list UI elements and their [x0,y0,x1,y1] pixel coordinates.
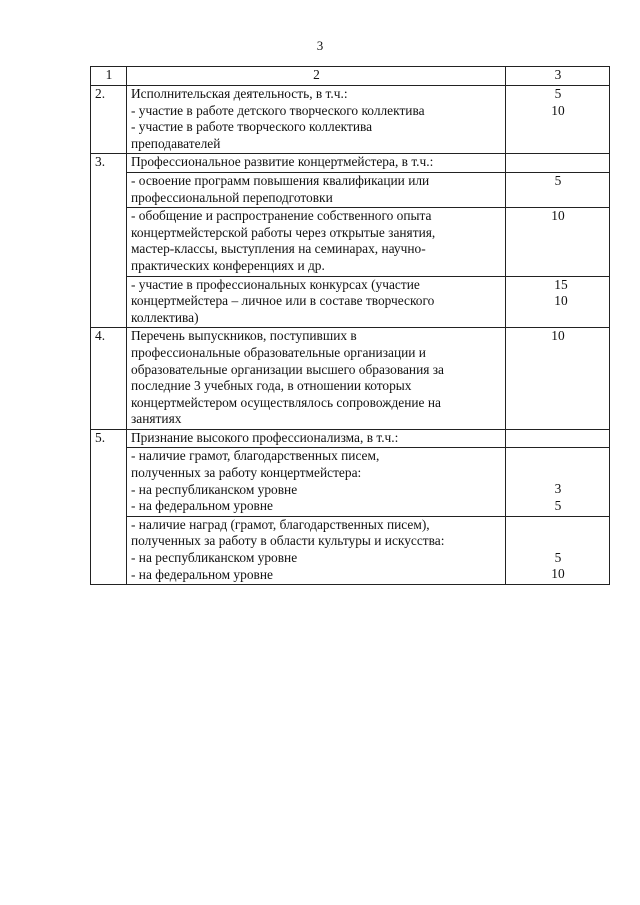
criterion-text [127,86,506,154]
text-line: занятиях [131,411,182,427]
text-line: - на республиканском уровне [131,550,298,566]
text-line: - наличие грамот, благодарственных писем, [131,448,380,464]
text-line: - обобщение и распространение собственного опыта [131,208,432,224]
text-line: концертмейстером осуществлялось сопровождение на [131,394,441,410]
text-line: - участие в работе творческого коллектива [131,119,373,135]
header-cell-1: 1 [91,67,127,86]
score-cell [506,328,610,430]
text-line: преподавателей [131,135,221,151]
score-value: 3 [554,481,562,497]
section-number: 2. [91,86,127,154]
score-value: 5 [554,172,562,188]
text-line: - наличие наград (грамот, благодарственных писем), [131,516,430,532]
text-line: - на республиканском уровне [131,481,298,497]
text-line: - участие в профессиональных конкурсах (участие [131,276,420,292]
text-line: Перечень выпускников, поступивших в [131,328,357,344]
text-line: профессиональной переподготовки [131,189,333,205]
score-cell [506,276,610,328]
criterion-text [127,172,506,207]
header-cell-3: 3 [506,67,610,86]
text-line: Исполнительская деятельность, в т.ч.: [131,86,348,101]
criterion-text [127,448,506,516]
section-title [127,154,506,173]
criterion-text [127,328,506,430]
text-line: концертмейстера – личное или в составе творческого [131,293,435,309]
page-number: 3 [316,38,324,53]
score-value: 10 [554,293,568,309]
text-line: образовательные организации высшего образования за [131,361,445,377]
text-line: - освоение программ повышения квалификации или [131,172,430,188]
table-row [91,86,610,154]
table-row [91,172,610,207]
score-value: 10 [551,102,565,118]
score-value: 15 [554,276,568,292]
text-line: Признание высокого профессионализма, в т.ч.: [131,429,399,445]
text-line: практических конференциях и др. [131,257,325,273]
score-cell [506,208,610,276]
score-value: 5 [554,498,562,514]
text-line: мастер-классы, выступления на семинарах, научно- [131,241,426,257]
score-value: 5 [554,549,562,565]
section-number: 5. [91,429,127,584]
score-cell-empty [506,154,610,173]
table-header-row [91,67,610,86]
text-line: - на федеральном уровне [131,566,273,582]
score-value: 10 [551,566,565,582]
criterion-text [127,276,506,328]
table-row [91,328,610,430]
table-row [91,154,610,173]
score-value: 10 [551,328,565,344]
section-title [127,429,506,448]
score-value: 10 [551,208,565,224]
text-line: - на федеральном уровне [131,498,273,514]
score-cell [506,448,610,516]
section-number: 3. [91,154,127,328]
table-row [91,429,610,448]
text-line: - участие в работе детского творческого коллектива [131,102,425,118]
score-cell [506,516,610,584]
score-value: 5 [554,86,562,101]
criterion-text [127,516,506,584]
text-line: полученных за работу концертмейстера: [131,465,362,481]
text-line: концертмейстерской работы через открытые занятия, [131,224,436,240]
score-cell-empty [506,429,610,448]
text-line: профессиональные образовательные организации и [131,344,426,360]
text-line: полученных за работу в области культуры и искусства: [131,533,445,549]
table-row [91,208,610,276]
score-cell [506,172,610,207]
criterion-text [127,208,506,276]
table-row [91,516,610,584]
section-number: 4. [91,328,127,430]
criteria-table [90,66,610,585]
table-row [91,448,610,516]
text-line: коллектива) [131,309,199,325]
score-cell [506,86,610,154]
text-line: Профессиональное развитие концертмейстера, в т.ч.: [131,154,434,170]
text-line: последние 3 учебных года, в отношении которых [131,378,412,394]
table-row [91,276,610,328]
header-cell-2: 2 [127,67,506,86]
